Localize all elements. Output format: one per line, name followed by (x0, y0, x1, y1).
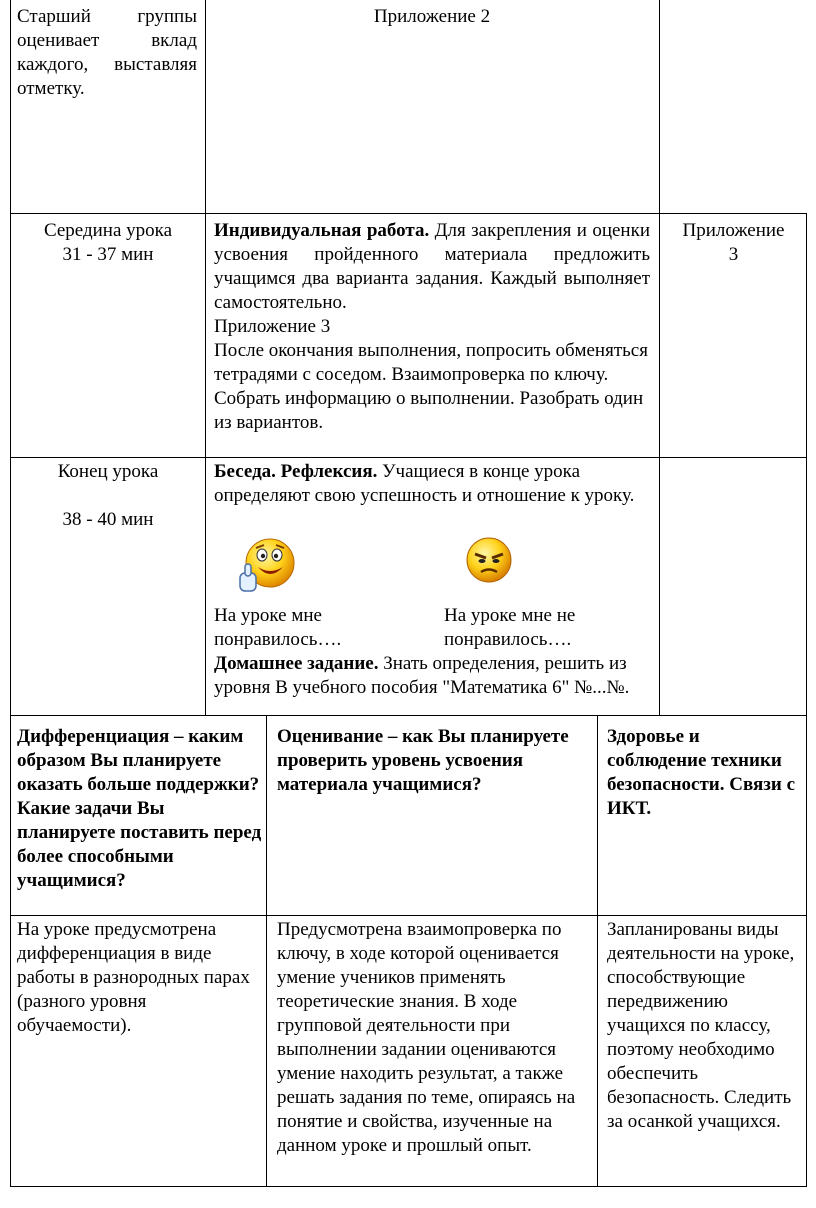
liked-label: На уроке мне понравилось…. (214, 605, 342, 650)
assessment-note: Старший группы оценивает вклад каждого, выставляя отметку. (17, 6, 197, 99)
grid-line (659, 0, 660, 715)
stage-label: Конец урока (57, 461, 159, 482)
grid-line (10, 715, 807, 716)
resource-cell (662, 219, 805, 267)
stage-range: 31 - 37 мин (62, 244, 154, 265)
appendix-3-label: Приложение 3 (214, 316, 331, 337)
reflection-description (214, 460, 650, 508)
health-safety-cell: Запланированы виды деятельности на уроке, способствующие передвижению учащихся по классу, поэтому необходимо обеспечить безопасность. Следить за осанкой учащихся. (607, 919, 795, 1132)
grid-line (10, 1186, 807, 1187)
peer-review-text: После окончания выполнения, попросить обменяться тетрадями с соседом. Взаимопроверка по ключу. Собрать информацию о выполнении. Разобрать один из вариантов. (214, 340, 648, 433)
homework-content: Знать определения, решить из уровня В учебного пособия "Математика 6" №...№. (214, 653, 630, 698)
grid-line (806, 715, 807, 1187)
individual-work-paragraph (214, 219, 650, 315)
grid-line (266, 715, 267, 1187)
grid-line (10, 0, 11, 715)
stage-time (12, 460, 204, 532)
individual-work-heading: Индивидуальная работа. (214, 220, 430, 241)
grid-line (806, 213, 807, 715)
thumbs-up-smiley-icon (232, 533, 298, 599)
grid-line (10, 715, 11, 1187)
disliked-label: На уроке мне не понравилось…. (444, 605, 576, 650)
stage-range: 38 - 40 мин (62, 509, 154, 530)
reflection-heading: Беседа. Рефлексия. (214, 461, 378, 482)
frowning-smiley-icon (465, 536, 513, 584)
header-differentiation: Дифференциация – каким образом Вы планируете оказать больше поддержки? Какие задачи Вы планируете поставить перед более способными учащимися? (17, 726, 262, 891)
grid-line (597, 715, 598, 1187)
homework-text (214, 652, 644, 700)
grid-line (10, 457, 807, 458)
stage-time (12, 219, 204, 267)
grid-line (10, 915, 807, 916)
homework-heading: Домашнее задание. (214, 653, 379, 674)
grid-line (205, 0, 206, 715)
individual-work-description (214, 219, 650, 435)
header-health-safety: Здоровье и соблюдение техники безопасности. Связи с ИКТ. (607, 726, 796, 819)
stage-label: Середина урока (43, 220, 173, 241)
appendix-2-label: Приложение 2 (373, 6, 491, 27)
resource-label: Приложение (682, 220, 785, 241)
resource-number: 3 (728, 244, 739, 265)
reflection-text: Учащиеся в конце урока определяют свою успешность и отношение к уроку. (214, 461, 635, 506)
header-assessment: Оценивание – как Вы планируете проверить уровень усвоения материала учащимися? (277, 726, 569, 795)
individual-work-text: Для закрепления и оценки усвоения пройденного материала предложить учащимся два варианта задания. Каждый выполняет самостоятельно. (214, 220, 650, 313)
differentiation-cell: На уроке предусмотрена дифференциация в виде работы в разнородных парах (разного уровня обучаемости). (17, 919, 250, 1036)
assessment-cell: Предусмотрена взаимопроверка по ключу, в ходе которой оценивается умение учеников применять теоретические знания. В ходе групповой деятельности при выполнении задании оцениваются умение находить результат, а также решать задания по теме, опираясь на понятие и свойства, изученные на данном уроке и прошлый опыт. (277, 919, 576, 1156)
grid-line (10, 213, 807, 214)
